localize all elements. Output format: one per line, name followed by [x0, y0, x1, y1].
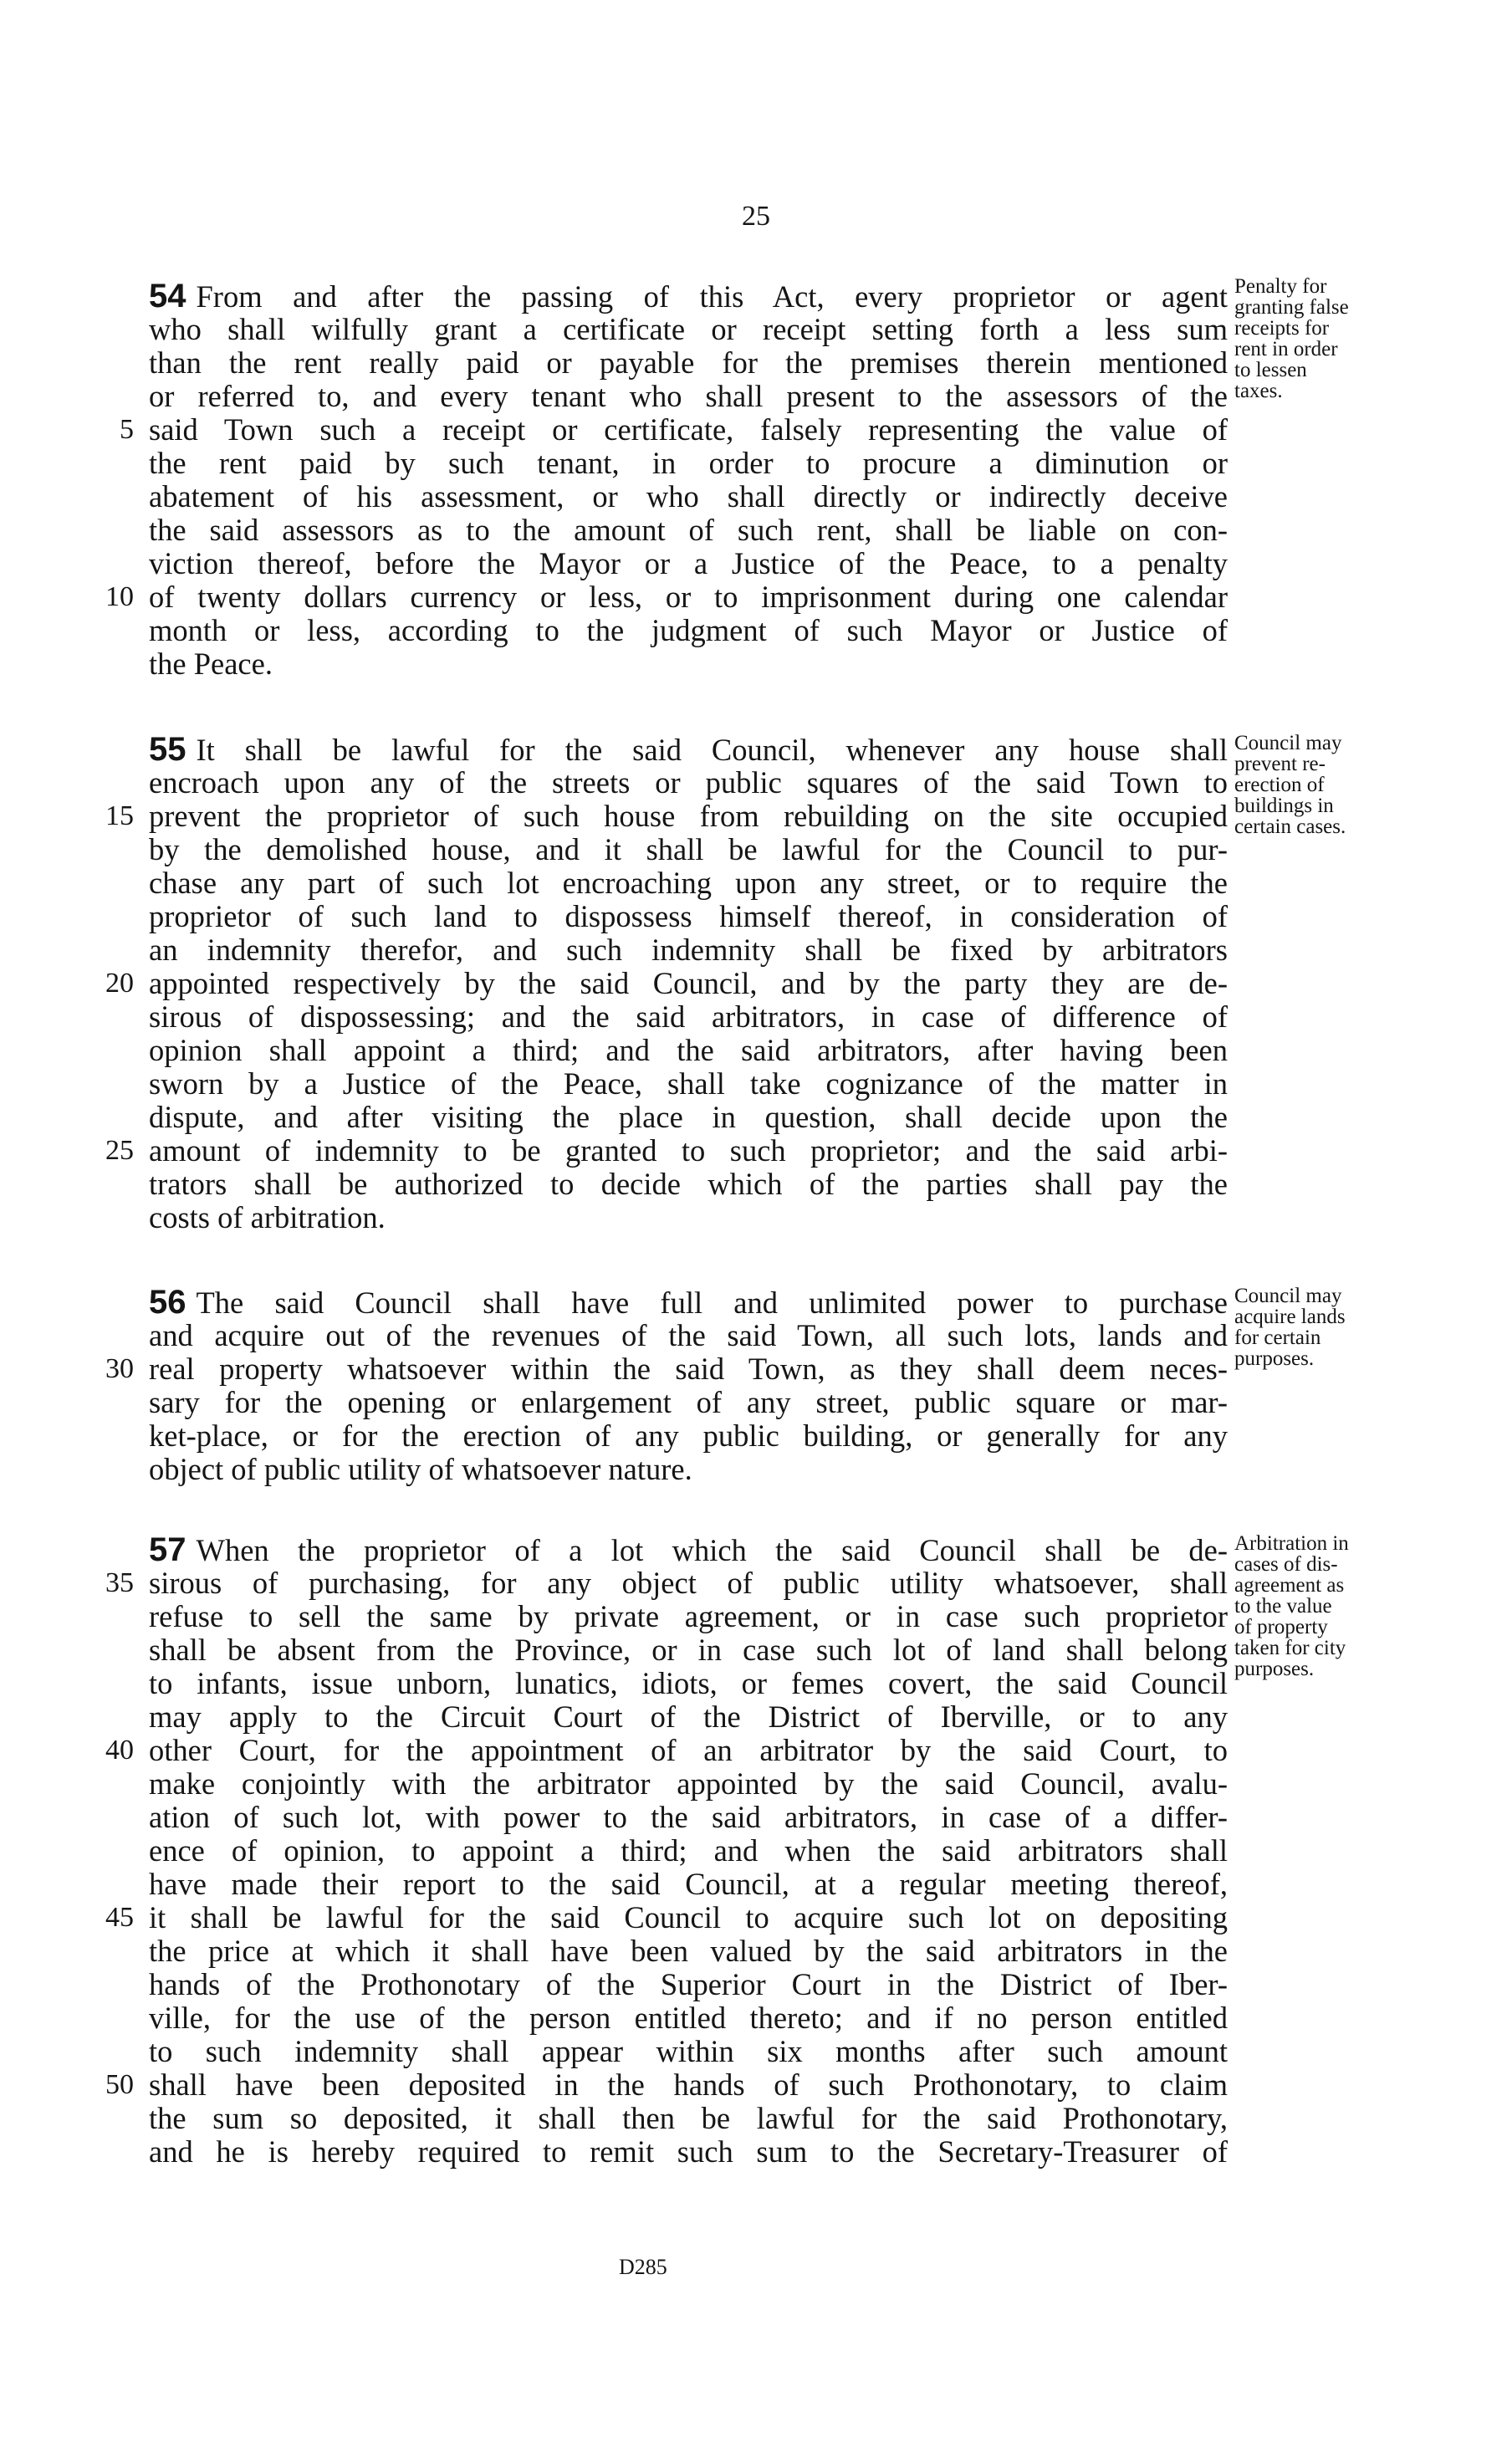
line-text: From and after the passing of this Act, every proprietor or agent	[196, 279, 1228, 314]
line-text: sirous of dispossessing; and the said arbitrators, in case of difference of	[149, 999, 1228, 1034]
text-line	[105, 1733, 1228, 1767]
line-number: 20	[105, 968, 134, 999]
text-line	[149, 866, 1228, 900]
line-text: to infants, issue unborn, lunatics, idiots, or femes covert, the said Council	[149, 1666, 1228, 1700]
text-line	[149, 1700, 1228, 1734]
text-line	[149, 1000, 1228, 1034]
line-text: object of public utility of whatsoever nature.	[149, 1452, 692, 1486]
margin-note-line: Council may	[1234, 1285, 1342, 1307]
line-text: shall have been deposited in the hands of such Prothonotary, to claim	[149, 2067, 1228, 2102]
section-number: 54	[149, 278, 186, 314]
margin-note-line: granting false	[1234, 296, 1349, 319]
text-line	[105, 1566, 1228, 1600]
line-text: encroach upon any of the streets or public squares of the said Town to	[149, 765, 1228, 800]
margin-note-line: prevent re-	[1234, 753, 1326, 775]
line-text: prevent the proprietor of such house from rebuilding on the site occupied	[149, 799, 1228, 833]
line-text: than the rent really paid or payable for the premises therein mentioned	[149, 345, 1228, 380]
line-text: ket-place, or for the erection of any public building, or generally for any	[149, 1418, 1228, 1453]
text-line	[149, 833, 1228, 866]
text-line	[149, 933, 1228, 967]
text-line	[149, 1386, 1228, 1419]
line-text: real property whatsoever within the said Town, as they shall deem neces-	[149, 1352, 1228, 1386]
text-line	[149, 1834, 1228, 1868]
line-number: 15	[105, 800, 134, 831]
text-line	[149, 279, 1228, 313]
line-text: abatement of his assessment, or who shall directly or indirectly deceive	[149, 479, 1228, 514]
line-text: said Town such a receipt or certificate, falsely representing the value of	[149, 412, 1228, 447]
text-line	[149, 647, 1228, 681]
line-text: the price at which it shall have been valued by the said arbitrators in the	[149, 1934, 1228, 1968]
margin-note-line: receipts for	[1234, 317, 1330, 340]
text-line	[149, 1968, 1228, 2001]
line-text: by the demolished house, and it shall be lawful for the Council to pur-	[149, 832, 1228, 866]
section-number: 57	[149, 1531, 186, 1568]
margin-note-line: acquire lands	[1234, 1306, 1346, 1328]
margin-note-line: taken for city	[1234, 1637, 1346, 1659]
signature-mark: D285	[619, 2255, 667, 2279]
line-text: it shall be lawful for the said Council to acquire such lot on depositing	[149, 1900, 1228, 1934]
section-number: 56	[149, 1284, 186, 1321]
line-number: 45	[105, 1902, 134, 1933]
text-line	[105, 1900, 1228, 1934]
line-text: trators shall be authorized to decide which of the parties shall pay the	[149, 1167, 1228, 1201]
text-line	[149, 313, 1228, 346]
text-line	[105, 966, 1228, 1000]
line-text: the rent paid by such tenant, in order to procure a diminution or	[149, 446, 1228, 480]
line-text: the sum so deposited, it shall then be lawful for the said Prothonotary,	[149, 2101, 1228, 2135]
text-line	[149, 733, 1228, 766]
margin-note-line: to lessen	[1234, 359, 1307, 381]
section-54	[105, 278, 1228, 681]
text-line	[149, 514, 1228, 547]
line-text: and acquire out of the revenues of the said Town, all such lots, lands and	[149, 1318, 1228, 1352]
text-line	[149, 1201, 1228, 1234]
margin-note-line: to the value	[1234, 1595, 1332, 1618]
text-line	[149, 1319, 1228, 1352]
margin-note-line: agreement as	[1234, 1574, 1345, 1597]
text-line	[149, 1453, 1228, 1486]
line-text: hands of the Prothonotary of the Superior Court in the District of Iber-	[149, 1967, 1228, 2001]
margin-note-line: buildings in	[1234, 795, 1334, 817]
line-text: may apply to the Circuit Court of the District of Iberville, or to any	[149, 1699, 1228, 1734]
section-56	[105, 1284, 1228, 1486]
line-text: and he is hereby required to remit such sum to the Secretary-Treasurer of	[149, 2134, 1228, 2169]
margin-note	[1234, 1285, 1485, 1369]
text-line	[149, 1168, 1228, 1201]
line-text: proprietor of such land to dispossess himself thereof, in consideration of	[149, 899, 1228, 933]
line-text: When the proprietor of a lot which the said Council shall be de-	[196, 1533, 1228, 1567]
text-line	[149, 2135, 1228, 2169]
margin-note-line: Arbitration in	[1234, 1532, 1349, 1555]
margin-note-line: taxes.	[1234, 380, 1283, 402]
line-text: or referred to, and every tenant who shall present to the assessors of the	[149, 379, 1228, 413]
line-number: 35	[105, 1567, 134, 1598]
page-number: 25	[742, 201, 770, 232]
line-text: of twenty dollars currency or less, or to imprisonment during one calendar	[149, 580, 1228, 614]
margin-note-line: Council may	[1234, 732, 1342, 754]
line-text: the said assessors as to the amount of such rent, shall be liable on con-	[149, 513, 1228, 547]
line-text: The said Council shall have full and unlimited power to purchase	[196, 1285, 1228, 1320]
line-text: dispute, and after visiting the place in question, shall decide upon the	[149, 1100, 1228, 1134]
line-text: have made their report to the said Council, at a regular meeting thereof,	[149, 1867, 1228, 1901]
margin-note	[1234, 276, 1485, 401]
line-text: month or less, according to the judgment of such Mayor or Justice of	[149, 613, 1228, 647]
margin-note-line: for certain	[1234, 1326, 1321, 1349]
text-line	[149, 766, 1228, 800]
text-line	[149, 1801, 1228, 1834]
text-line	[105, 799, 1228, 833]
line-text: the Peace.	[149, 647, 273, 681]
line-text: amount of indemnity to be granted to such proprietor; and the said arbi-	[149, 1133, 1228, 1168]
text-line	[149, 1101, 1228, 1134]
text-line	[149, 447, 1228, 480]
margin-note	[1234, 733, 1485, 837]
text-line	[149, 1633, 1228, 1667]
line-text: ation of such lot, with power to the said arbitrators, in case of a differ-	[149, 1800, 1228, 1834]
margin-note-line: Penalty for	[1234, 275, 1327, 298]
text-line	[149, 1067, 1228, 1101]
text-line	[149, 1767, 1228, 1801]
margin-note	[1234, 1533, 1485, 1679]
text-line	[149, 1934, 1228, 1968]
line-number: 5	[120, 414, 134, 445]
text-line	[149, 380, 1228, 413]
text-line	[149, 900, 1228, 933]
line-number: 25	[105, 1135, 134, 1166]
text-line	[149, 346, 1228, 380]
text-line	[149, 547, 1228, 580]
line-text: to such indemnity shall appear within six months after such amount	[149, 2034, 1228, 2068]
text-line	[105, 2067, 1228, 2102]
line-number: 10	[105, 581, 134, 612]
line-text: ville, for the use of the person entitled thereto; and if no person entitled	[149, 2001, 1228, 2035]
text-line	[105, 1352, 1228, 1386]
text-line	[149, 1034, 1228, 1067]
text-line	[149, 1533, 1228, 1566]
text-line	[149, 614, 1228, 647]
section-55	[105, 731, 1228, 1234]
text-line	[149, 2102, 1228, 2135]
line-text: sary for the opening or enlargement of any street, public square or mar-	[149, 1385, 1228, 1419]
line-text: opinion shall appoint a third; and the said arbitrators, after having been	[149, 1033, 1228, 1067]
line-number: 40	[105, 1735, 134, 1766]
margin-note-line: rent in order	[1234, 338, 1338, 360]
text-line	[120, 412, 1228, 447]
section-number: 55	[149, 731, 186, 768]
margin-note-line: erection of	[1234, 774, 1325, 796]
line-text: viction thereof, before the Mayor or a Justice of the Peace, to a penalty	[149, 546, 1228, 580]
line-text: sirous of purchasing, for any object of public utility whatsoever, shall	[149, 1566, 1228, 1600]
text-line	[105, 1133, 1228, 1168]
line-text: appointed respectively by the said Council, and by the party they are de-	[149, 966, 1228, 1000]
margin-note-line: cases of dis-	[1234, 1553, 1338, 1576]
text-line	[149, 1868, 1228, 1901]
line-number: 50	[105, 2069, 134, 2100]
line-text: make conjointly with the arbitrator appointed by the said Council, avalu-	[149, 1766, 1228, 1801]
line-number: 30	[105, 1353, 134, 1384]
text-line	[149, 1419, 1228, 1453]
line-text: It shall be lawful for the said Council, whenever any house shall	[196, 733, 1228, 767]
line-text: costs of arbitration.	[149, 1200, 386, 1234]
line-text: ence of opinion, to appoint a third; and when the said arbitrators shall	[149, 1833, 1228, 1868]
text-line	[149, 1667, 1228, 1700]
margin-note-line: of property	[1234, 1616, 1328, 1638]
line-text: who shall wilfully grant a certificate or receipt setting forth a less sum	[149, 312, 1228, 346]
text-line	[149, 480, 1228, 514]
margin-note-line: purposes.	[1234, 1347, 1315, 1370]
text-line	[149, 2035, 1228, 2068]
line-text: other Court, for the appointment of an arbitrator by the said Court, to	[149, 1733, 1228, 1767]
line-text: refuse to sell the same by private agreement, or in case such proprietor	[149, 1599, 1228, 1633]
margin-note-line: purposes.	[1234, 1658, 1315, 1680]
margin-note-line: certain cases.	[1234, 815, 1346, 838]
text-line	[149, 1285, 1228, 1319]
text-line	[149, 1600, 1228, 1633]
text-line	[149, 2001, 1228, 2035]
line-text: chase any part of such lot encroaching upon any street, or to require the	[149, 866, 1228, 900]
line-text: sworn by a Justice of the Peace, shall take cognizance of the matter in	[149, 1066, 1228, 1101]
text-line	[105, 580, 1228, 614]
line-text: an indemnity therefor, and such indemnity shall be fixed by arbitrators	[149, 933, 1228, 967]
section-57	[105, 1531, 1228, 2169]
line-text: shall be absent from the Province, or in case such lot of land shall belong	[149, 1633, 1228, 1667]
